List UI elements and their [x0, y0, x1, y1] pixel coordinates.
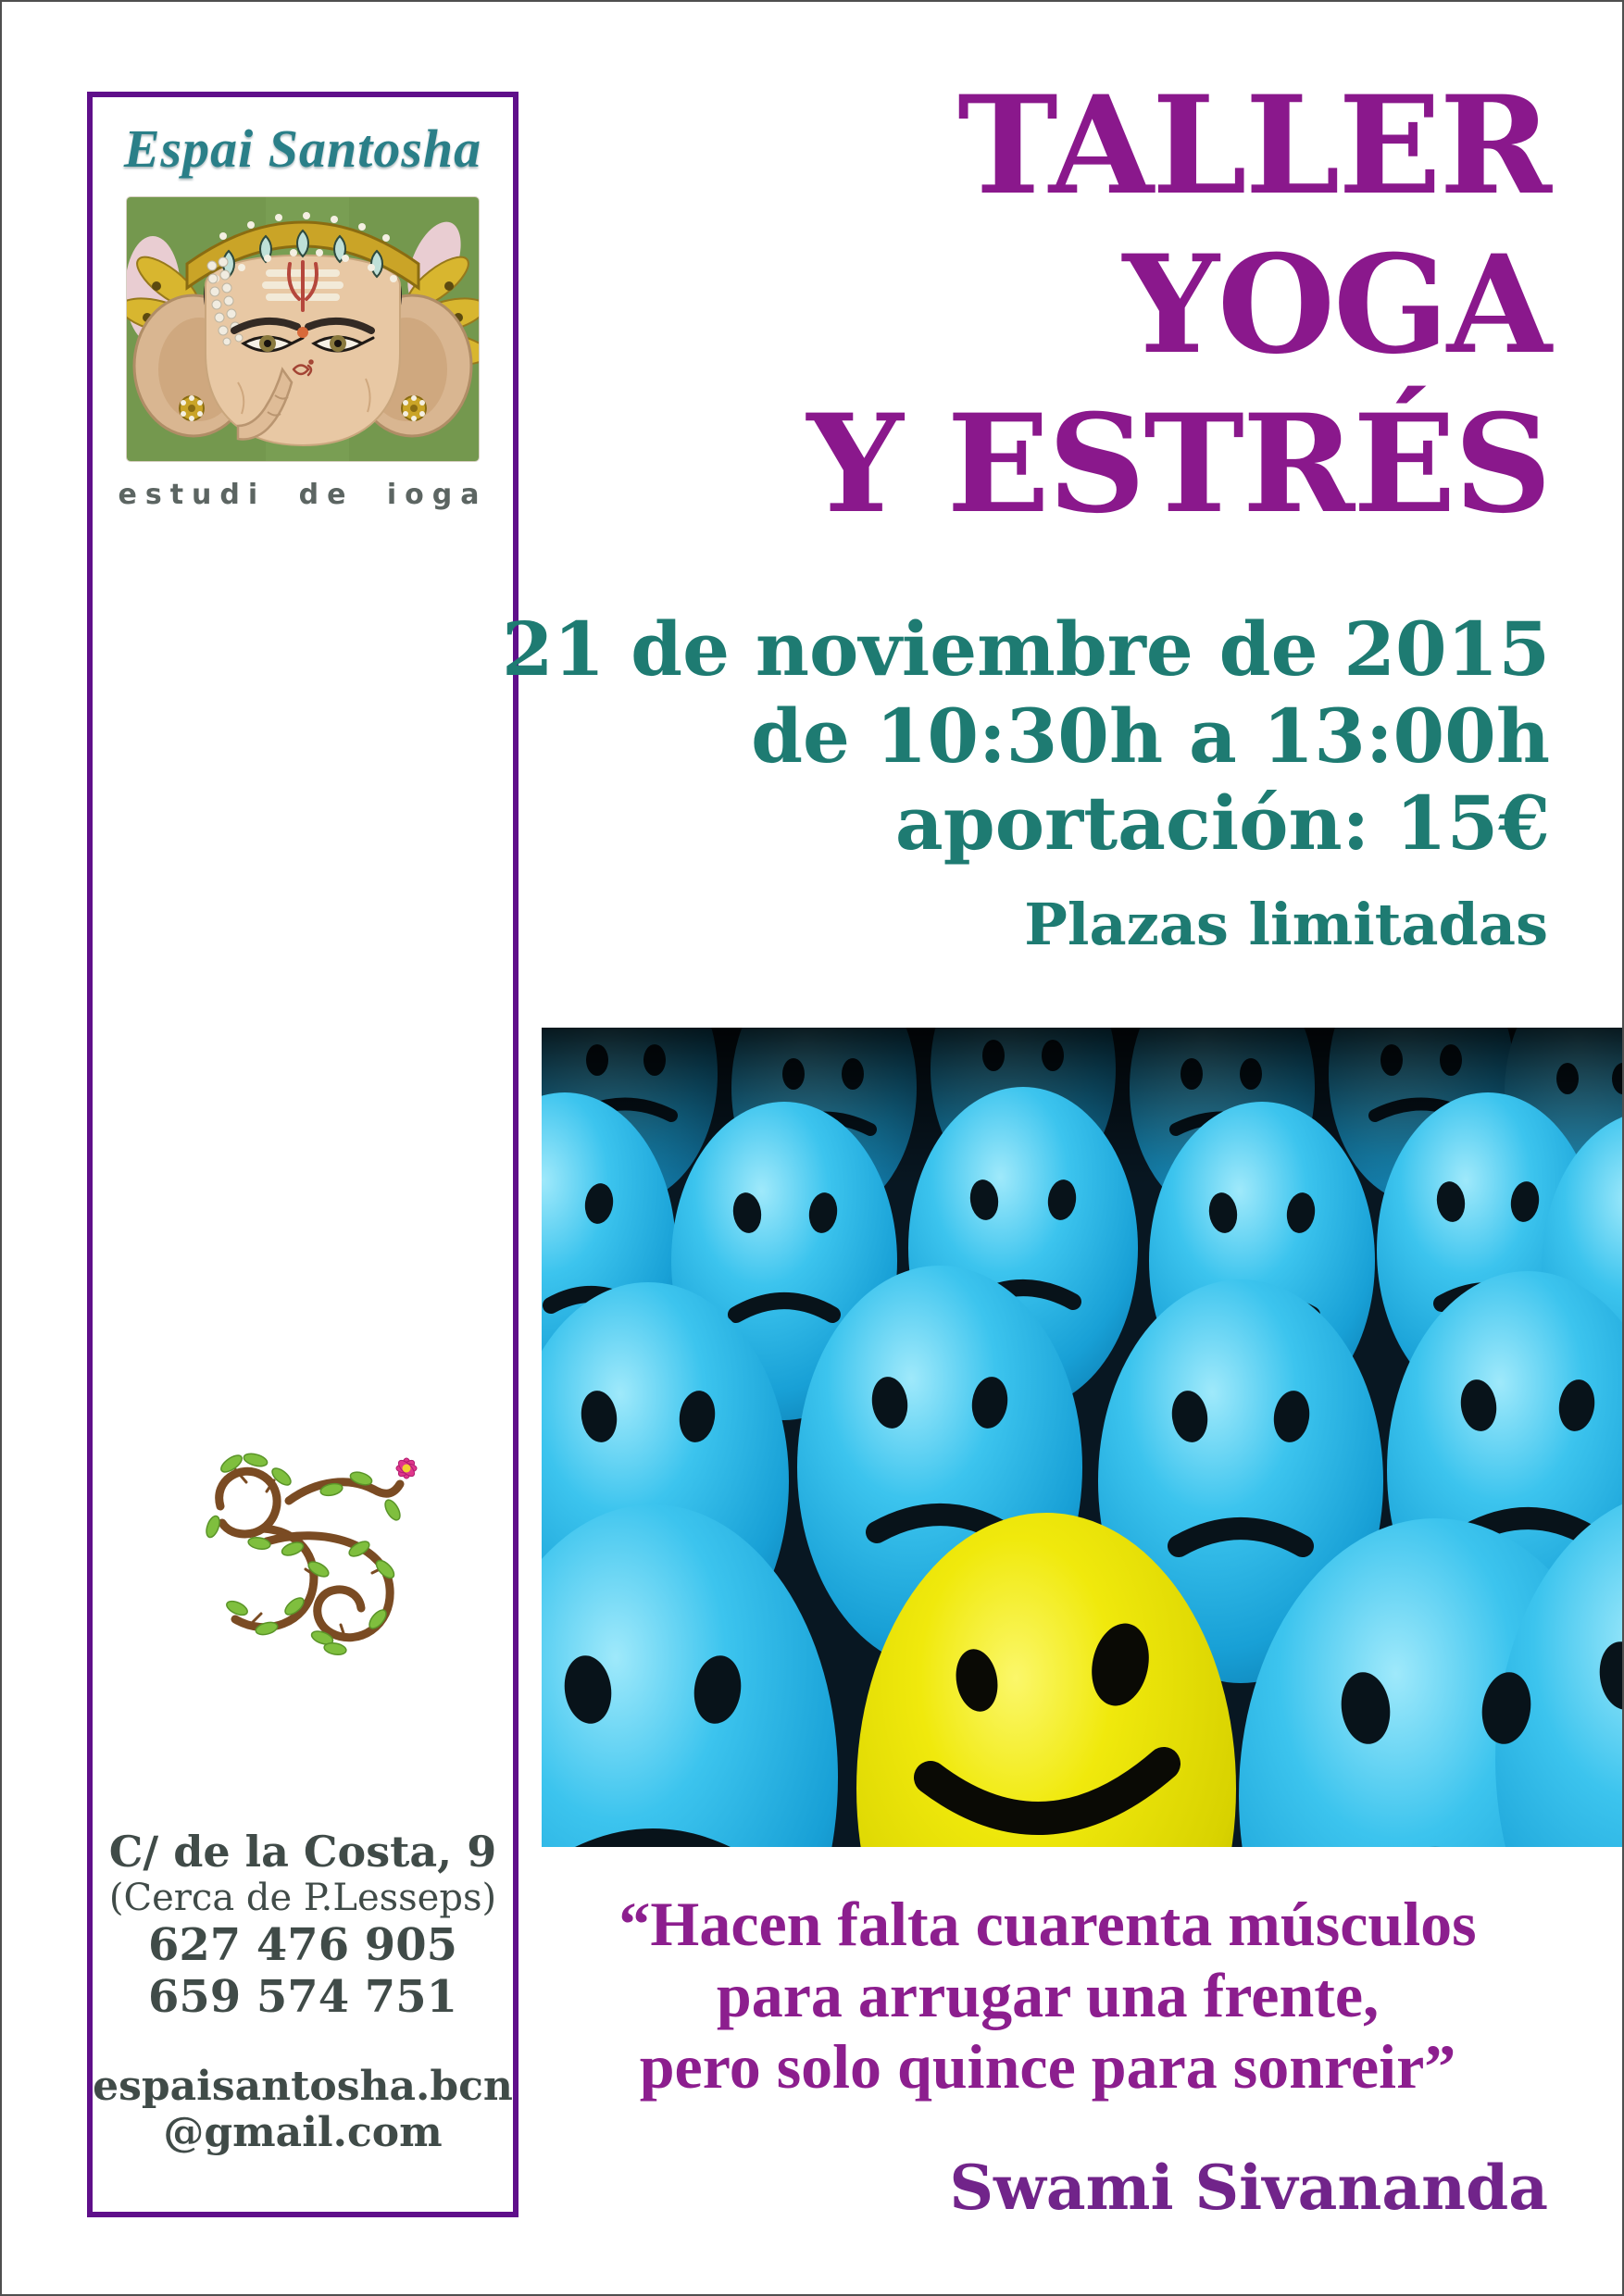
- event-date: 21 de noviembre de 2015: [502, 605, 1550, 693]
- quote-line-3: pero solo quince para sonreir”: [639, 2031, 1456, 2102]
- quote-text: [542, 1889, 1554, 2103]
- quote-author: Swami Sivananda: [949, 2152, 1548, 2224]
- address-block: [93, 1827, 513, 2156]
- address-street: C/ de la Costa, 9: [108, 1827, 497, 1877]
- email-line-2: @gmail.com: [163, 2109, 443, 2156]
- ganesha-image: [127, 197, 479, 461]
- om-branches-icon: [178, 1438, 428, 1678]
- flower-icon: [396, 1458, 418, 1479]
- limited-seats-note: Plazas limitadas: [1024, 891, 1548, 958]
- smiley-crowd-image: [542, 1028, 1624, 1847]
- title-line-3: Y ESTRÉS: [806, 385, 1550, 543]
- ganesha-illustration: [127, 197, 479, 461]
- phone-number-2: 659 574 751: [147, 1971, 457, 2023]
- logo-text: Espai Santosha: [123, 119, 482, 179]
- title-line-2: YOGA: [1122, 226, 1550, 384]
- quote-line-1: “Hacen falta cuarenta músculos: [618, 1889, 1477, 1959]
- event-info: [502, 605, 1550, 867]
- phone-number-1: 627 476 905: [147, 1919, 457, 1971]
- address-landmark: (Cerca de P.Lesseps): [108, 1877, 497, 1919]
- event-price: aportación: 15€: [894, 780, 1550, 867]
- title-line-1: TALLER: [957, 67, 1550, 225]
- tagline-text: estudi de ioga: [118, 479, 488, 511]
- email-line-1: espaisantosha.bcn: [93, 2063, 513, 2110]
- poster-title: [807, 67, 1550, 544]
- event-time: de 10:30h a 13:00h: [751, 693, 1550, 780]
- sidebar-panel: [87, 92, 518, 2217]
- quote-line-2: para arrugar una frente,: [716, 1960, 1380, 2030]
